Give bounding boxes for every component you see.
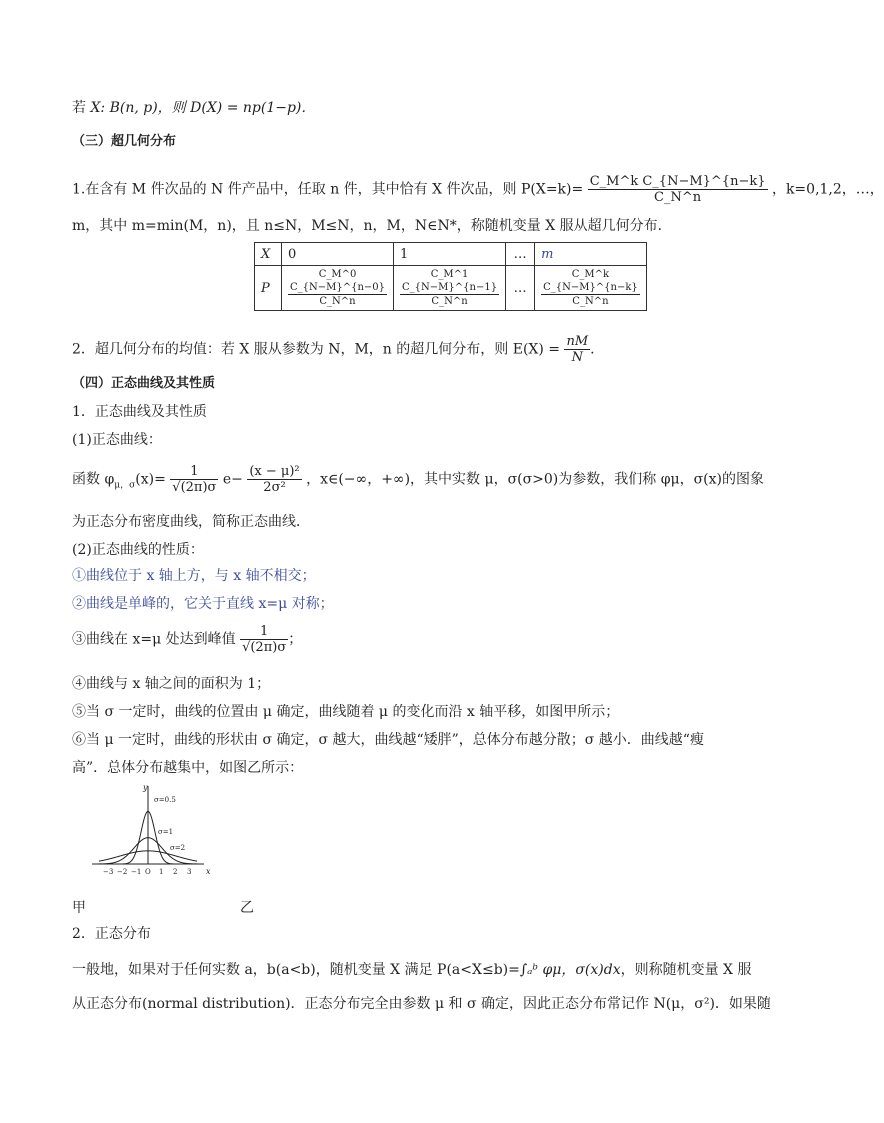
section4-sub1: 1．正态曲线及其性质 — [72, 404, 207, 420]
item2-text: 2．超几何分布的均值：若 X 服从参数为 N，M，n 的超几何分布，则 E(X) = — [72, 341, 561, 358]
series-label: σ=2 — [170, 844, 186, 852]
table-cell — [282, 266, 394, 311]
section4-heading: （四）正态曲线及其性质 — [72, 376, 216, 391]
func-frac-den: √(2π)σ — [172, 480, 217, 495]
table-row — [255, 266, 647, 311]
series-label: σ=0.5 — [154, 796, 176, 804]
func-exp-den: 2σ² — [263, 480, 286, 495]
func-x: (x)= — [135, 471, 166, 488]
binomial-line — [72, 98, 315, 118]
prop3-end: ； — [288, 631, 303, 648]
table-cell: … — [506, 266, 535, 311]
section3-heading: （三）超几何分布 — [72, 134, 177, 149]
normal-curves-chart — [86, 782, 216, 882]
func-exp-prefix: e− — [222, 471, 243, 488]
table-cell: 0 — [282, 243, 394, 266]
x-tick-label: 3 — [187, 868, 192, 876]
y-axis-label: y — [143, 783, 148, 792]
section4-sub1a: (1)正态曲线： — [72, 432, 162, 448]
table-cell: X — [255, 243, 282, 266]
para-text-b: ，则称随机变量 X 服 — [620, 962, 752, 978]
func-exp-num: (x − μ)² — [249, 464, 300, 479]
binomial-formula: X: B(n, p)，则 D(X) = np(1−p)． — [90, 100, 316, 116]
table-cell — [535, 266, 647, 311]
table-cell: 1 — [394, 243, 506, 266]
x-tick-label: −2 — [117, 868, 128, 876]
table-cell: P — [255, 266, 282, 311]
section4-sub1b: (2)正态曲线的性质： — [72, 542, 204, 558]
item1-text-end: ，k=0,1,2，…， — [771, 181, 884, 198]
func-rest: ，x∈(−∞，+∞)，其中实数 μ，σ(σ>0)为参数，我们称 φμ，σ(x)的图象 — [306, 471, 764, 488]
item1-text: 1.在含有 M 件次品的 N 件产品中，任取 n 件，其中恰有 X 件次品，则 P(X=k)= — [72, 181, 584, 198]
frac-den: C_N^n — [319, 296, 356, 307]
table-row — [255, 243, 647, 266]
table-cell — [394, 266, 506, 311]
table-cell: m — [535, 243, 647, 266]
property-1: ①曲线位于 x 轴上方，与 x 轴不相交； — [72, 568, 316, 584]
hypergeometric-table — [254, 242, 647, 311]
prob-fraction — [400, 268, 499, 308]
frac-num: C_M^k C_{N−M}^{n−k} — [543, 269, 638, 293]
func-prefix: 函数 φ — [72, 471, 115, 488]
item2-frac-den: N — [571, 350, 584, 365]
x-axis-label: x — [206, 867, 211, 876]
x-tick-label: 1 — [159, 868, 164, 876]
section3-item2 — [72, 334, 595, 365]
frac-num: C_M^1 C_{N−M}^{n−1} — [402, 269, 498, 293]
item1-fraction — [588, 174, 768, 205]
property-6-line1: ⑥当 μ 一定时，曲线的形状由 σ 确定，σ 越大，曲线越“矮胖”，总体分布越分散；σ 越小．曲线越“瘦 — [72, 732, 704, 748]
prop3-frac-den: √(2π)σ — [242, 640, 287, 655]
prop3-fraction — [240, 624, 288, 655]
func-exp-fraction — [247, 464, 301, 495]
para-integral: ∫ₐᵇ φμ，σ(x)dx — [519, 962, 621, 978]
section3-item1-line1 — [72, 174, 884, 205]
prob-fraction — [288, 268, 387, 308]
frac-den: C_N^n — [431, 296, 468, 307]
series-label: σ=1 — [158, 828, 174, 836]
para-text-a: 一般地，如果对于任何实数 a，b(a<b)，随机变量 X 满足 P(a<X≤b)= — [72, 962, 520, 978]
x-tick-label: −1 — [131, 868, 142, 876]
figure-label-right: 乙 — [240, 900, 254, 916]
normal-density-formula — [72, 464, 764, 495]
section4-sub2: 2．正态分布 — [72, 926, 151, 942]
prob-fraction — [541, 268, 640, 308]
item2-fraction — [564, 334, 590, 365]
normal-definition-line1 — [72, 960, 751, 980]
property-4: ④曲线与 x 轴之间的面积为 1； — [72, 676, 271, 692]
section3-item1-line2: m，其中 m=min(M，n)，且 n≤N，M≤N，n，M，N∈N*，称随机变量 X 服从超几何分布． — [72, 218, 672, 234]
x-tick-label: −3 — [103, 868, 114, 876]
prop3-prefix: ③曲线在 x=μ 处达到峰值 — [72, 631, 236, 648]
item2-end: . — [590, 341, 595, 358]
func-fraction — [170, 464, 218, 495]
func-line2: 为正态分布密度曲线，简称正态曲线． — [72, 514, 310, 530]
frac-num: C_M^0 C_{N−M}^{n−0} — [290, 269, 386, 293]
normal-definition-line2: 从正态分布(normal distribution)．正态分布完全由参数 μ 和 σ 确定，因此正态分布常记作 N(μ，σ²)．如果随 — [72, 996, 771, 1012]
property-6-line2: 高”．总体分布越集中，如图乙所示： — [72, 760, 304, 776]
x-tick-label: O — [145, 868, 151, 876]
property-5: ⑤当 σ 一定时，曲线的位置由 μ 确定，曲线随着 μ 的变化而沿 x 轴平移，如图甲所示； — [72, 704, 620, 720]
item1-frac-den: C_N^n — [654, 190, 702, 205]
binomial-prefix: 若 — [72, 100, 91, 116]
property-3 — [72, 624, 302, 655]
figure-label-left: 甲 — [72, 900, 86, 916]
frac-den: C_N^n — [572, 296, 609, 307]
func-frac-num: 1 — [170, 464, 218, 480]
x-tick-label: 2 — [173, 868, 178, 876]
table-cell: … — [506, 243, 535, 266]
item1-frac-num: C_M^k C_{N−M}^{n−k} — [589, 174, 766, 189]
item2-frac-num: nM — [566, 334, 589, 349]
prop3-frac-num: 1 — [240, 624, 288, 640]
property-2: ②曲线是单峰的，它关于直线 x=μ 对称； — [72, 596, 334, 612]
func-sub: μ，σ — [114, 480, 136, 491]
